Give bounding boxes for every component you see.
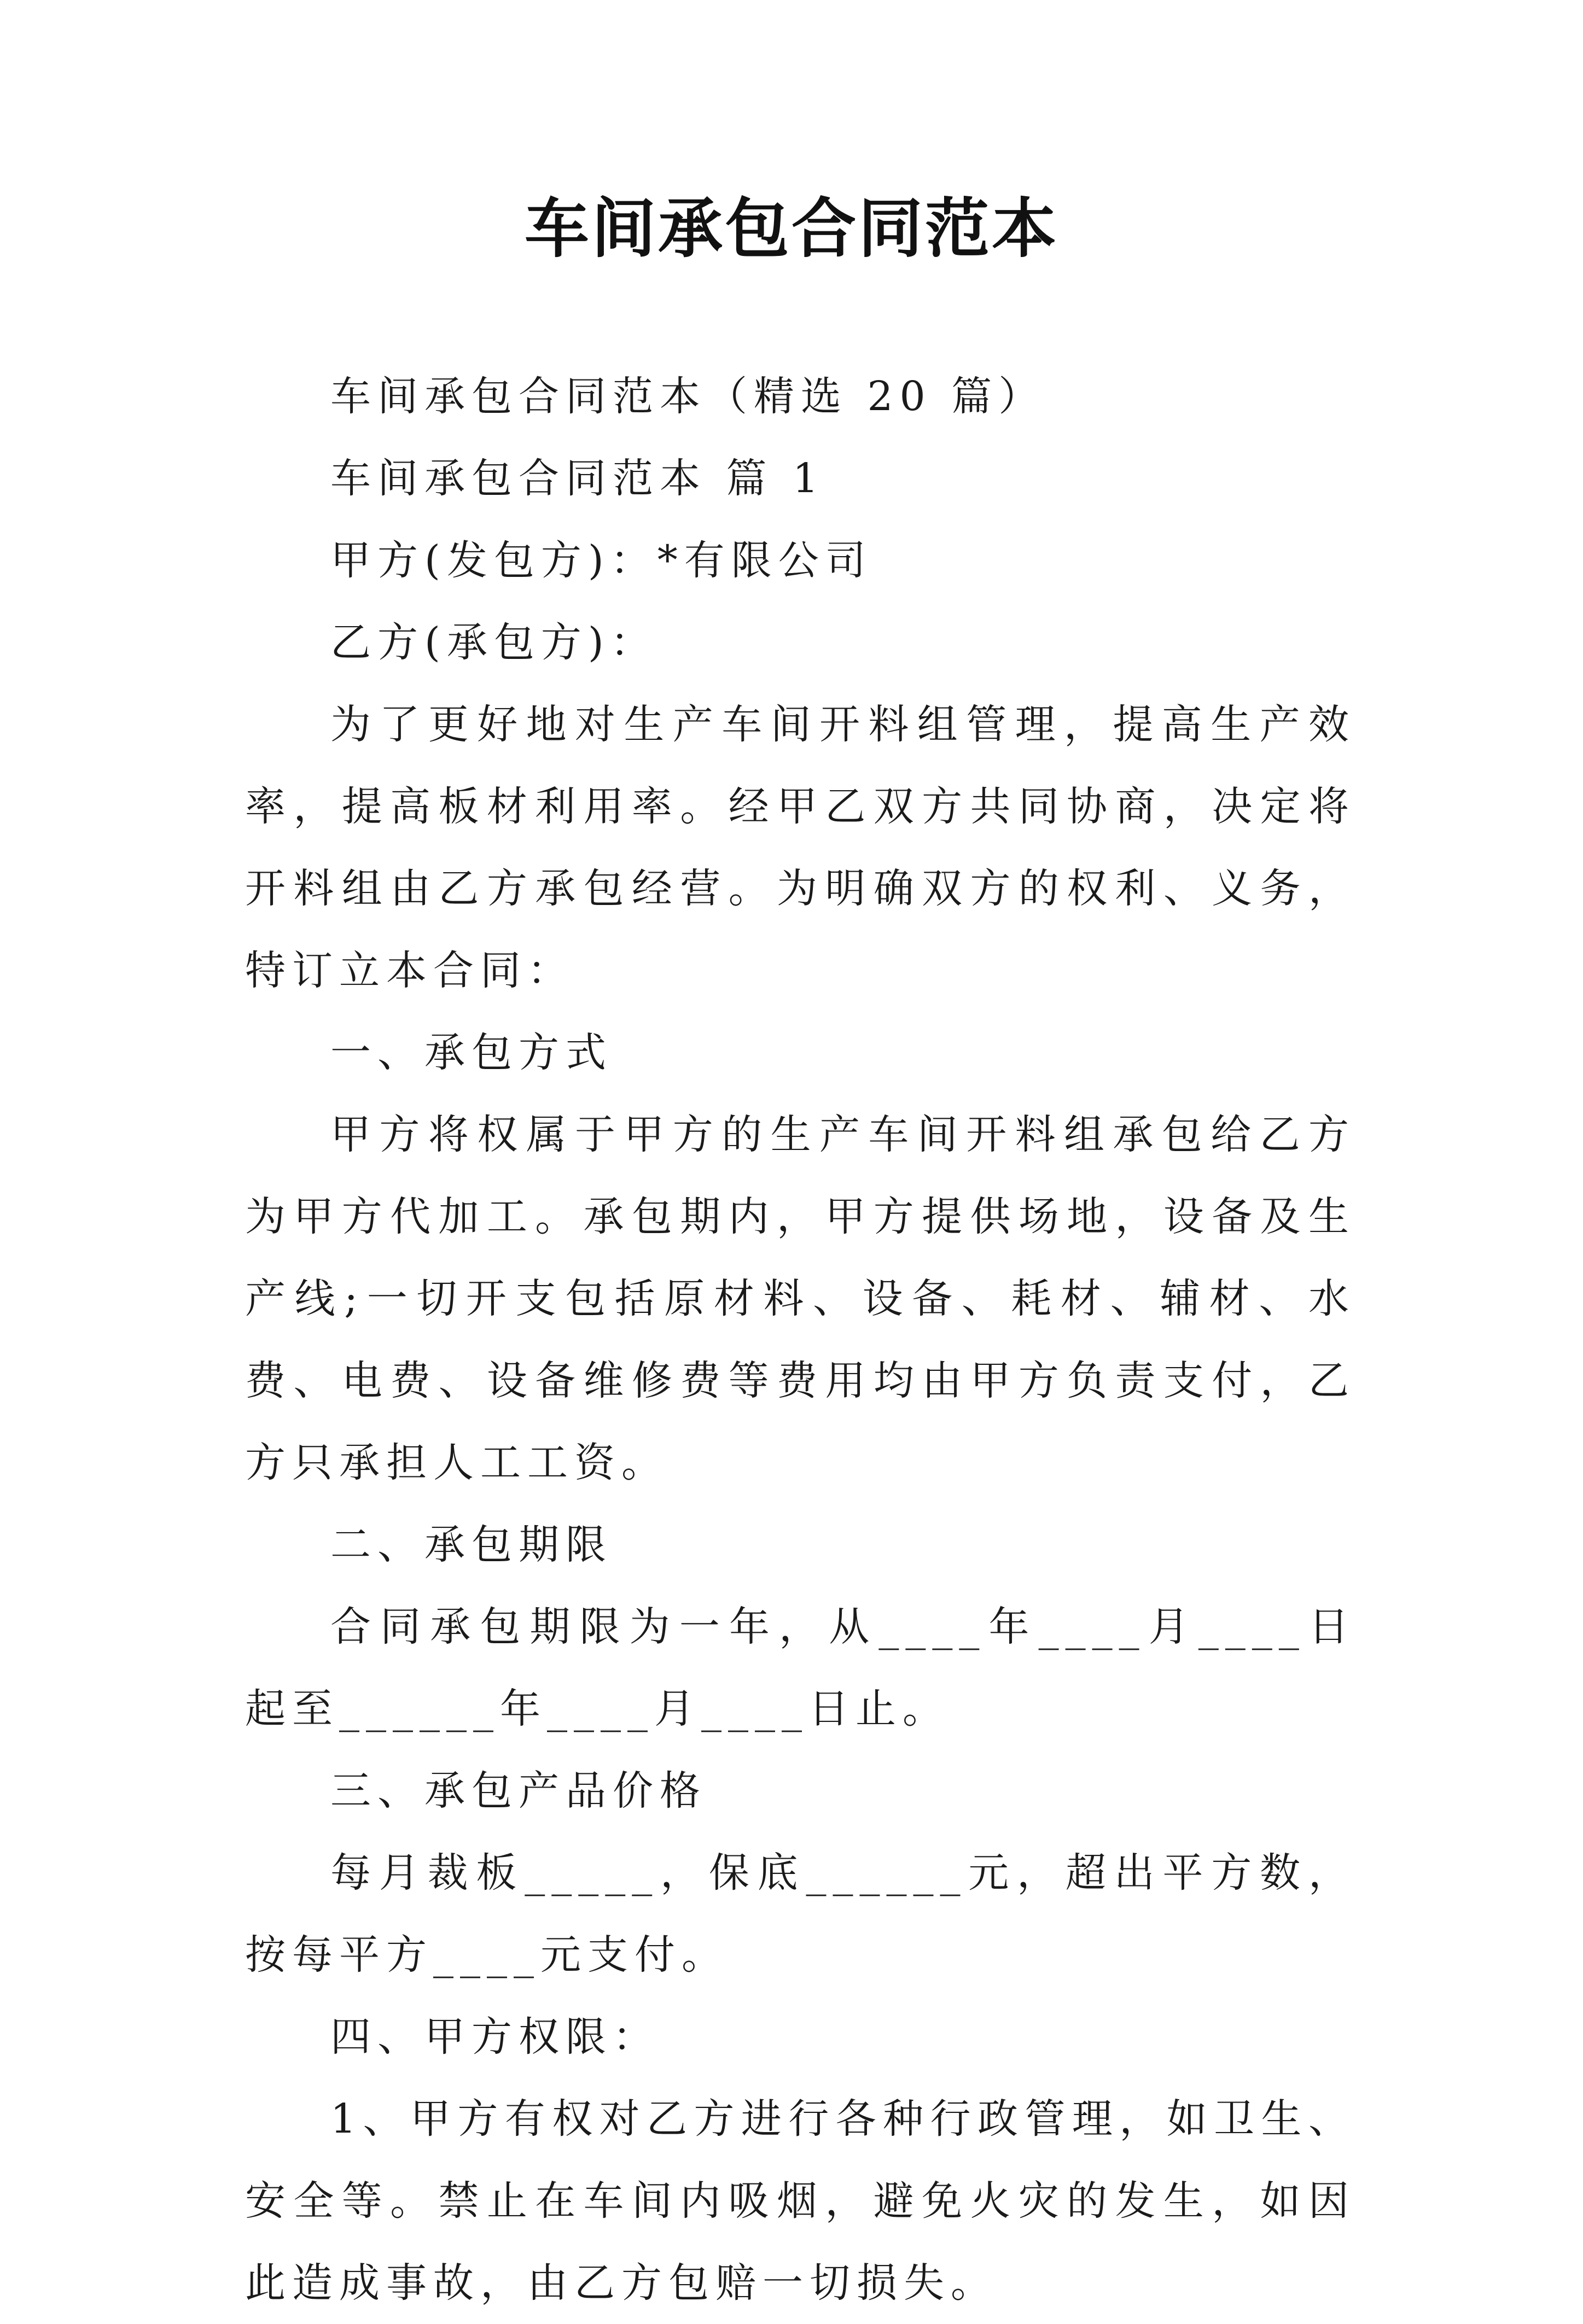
document-title: 车间承包合同范本 <box>524 190 1058 266</box>
paragraph-party-b: 乙方(承包方)： <box>330 619 657 666</box>
clause-body-2: 合同承包期限为一年，从____年____月____日起至______年____月____日止。 <box>245 1603 1355 1732</box>
clause-body-3: 每月裁板_____，保底______元，超出平方数，按每平方____元支付。 <box>245 1849 1355 1978</box>
clause-heading-4: 四、甲方权限： <box>330 2013 660 2060</box>
paragraph-subtitle: 车间承包合同范本（精选 20 篇） <box>330 373 1046 420</box>
paragraph-section-heading: 车间承包合同范本 篇 1 <box>330 455 825 502</box>
clause-heading-1: 一、承包方式 <box>330 1029 613 1076</box>
clause-heading-2: 二、承包期限 <box>330 1521 613 1568</box>
clause-heading-3: 三、承包产品价格 <box>330 1767 707 1814</box>
document-body <box>245 355 1355 2324</box>
clause-body-4-1: 1、甲方有权对乙方进行各种行政管理，如卫生、安全等。禁止在车间内吸烟，避免火灾的发生，如因此造成事故，由乙方包赔一切损失。 <box>245 2095 1355 2307</box>
clause-body-1: 甲方将权属于甲方的生产车间开料组承包给乙方为甲方代加工。承包期内，甲方提供场地，设备及生产线;一切开支包括原材料、设备、耗材、辅材、水费、电费、设备维修费等费用均由甲方负责支付，乙方只承担人工工资。 <box>245 1111 1355 1486</box>
paragraph-preamble: 为了更好地对生产车间开料组管理，提高生产效率，提高板材利用率。经甲乙双方共同协商，决定将开料组由乙方承包经营。为明确双方的权利、义务，特订立本合同： <box>245 701 1355 994</box>
paragraph-party-a: 甲方(发包方)：*有限公司 <box>330 537 872 584</box>
